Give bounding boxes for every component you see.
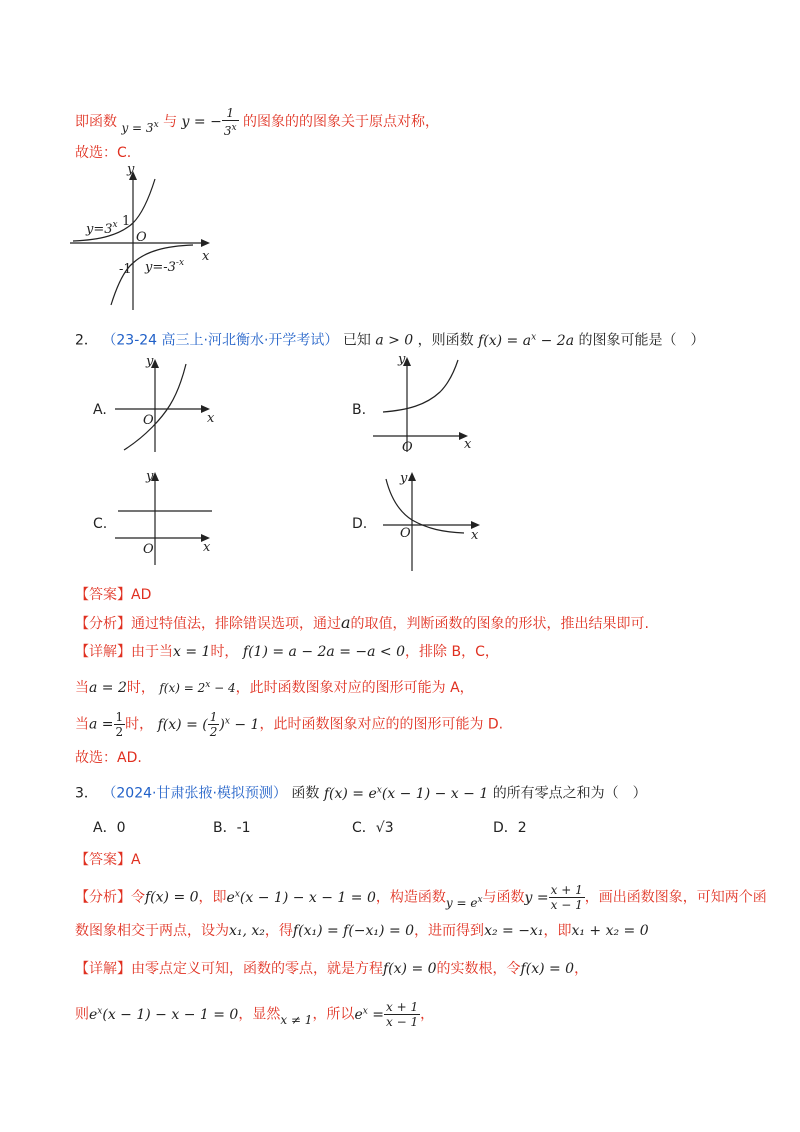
graph1-curve1-label-sup: x (112, 220, 118, 230)
q3-option-c: C．√3 (352, 820, 394, 836)
q3-analysis-line-1 (75, 883, 767, 912)
q2-option-b-graph (368, 350, 478, 455)
optC-origin: O (143, 542, 154, 557)
line1-fraction-num: 1 (222, 106, 239, 121)
q2-detail3-eq-b: ) (219, 716, 225, 733)
q3-option-b: B．-1 (213, 820, 251, 836)
q2-function-rest: − 2a (536, 332, 575, 349)
q3-function-b: (x − 1) − x − 1 (381, 785, 489, 802)
line1-fraction-den (222, 121, 239, 138)
q2-option-a-graph (110, 352, 220, 457)
q2-function (478, 333, 574, 349)
q3-de1-eq2: f(x) = 0 (520, 961, 575, 977)
q2-detail1-b: 时， (210, 644, 239, 660)
q3-an2-eq3: x₂ = −x₁ (484, 923, 544, 939)
q3-de1-a: 由零点定义可知，函数的零点，就是方程 (131, 961, 383, 977)
q2-detail1-c: ，排除 B，C， (405, 644, 499, 660)
q3-de2-eq3-fraction (384, 1000, 420, 1029)
q2-detail3-lhs: a = (89, 716, 114, 733)
q3-an2-a: 数图象相交于两点，设为 (75, 923, 229, 939)
q3-an2-eq4: x₁ + x₂ = 0 (571, 923, 649, 939)
optB-x-label: x (464, 437, 472, 452)
choice-1: 故选：C. (75, 145, 132, 161)
q2-analysis-a: 通过特值法，排除错误选项，通过 (131, 616, 341, 632)
line1-mid: 与 (163, 114, 178, 130)
q3-an2-eq1: x₁, x₂ (229, 923, 265, 939)
q3-number: 3． (75, 785, 98, 802)
q3-an2-c: ，进而得到 (414, 923, 485, 939)
optD-x-label: x (471, 528, 479, 543)
q3-an1-eq2-sup: x (234, 888, 240, 899)
line1-prefix: 即函数 (75, 114, 117, 130)
q2-detail3-eq-a: f(x) = ( (157, 716, 208, 733)
q2-answer: 【答案】AD (75, 587, 152, 603)
q2-text-c: 的图象可能是（ ） (578, 332, 705, 349)
q3-detail-line-2 (75, 1000, 434, 1029)
q3-an1-eq2-b: (x − 1) − x − 1 = 0 (239, 889, 376, 906)
q3-an1-eq4-lhs: y = (524, 889, 549, 906)
question-3-stem (75, 780, 647, 804)
line1-formula-2 (181, 106, 239, 138)
q3-de2-eq3-den: x − 1 (386, 1015, 419, 1029)
q2-detail2-a: 当 (75, 680, 89, 696)
optB-origin: O (402, 440, 413, 455)
q2-option-c-label: C. (93, 516, 108, 532)
q2-detail3-a: 当 (75, 716, 89, 733)
q2-detail1-cond: x = 1 (173, 644, 211, 660)
q2-detail-tag: 【详解】 (75, 644, 131, 660)
line1-fraction (222, 106, 239, 138)
line1-formula-2-lhs: y = − (181, 114, 222, 130)
q3-an1-b: ，即 (198, 889, 227, 906)
line1-suffix: 的图象的的图象关于原点对称， (243, 114, 439, 130)
graph-exponential-symmetry (65, 165, 225, 315)
question-2-stem (75, 327, 705, 351)
q2-detail3-eq-sup: x (224, 715, 230, 726)
q2-choice: 故选：AD. (75, 750, 142, 766)
graph1-y-label: y (127, 165, 135, 177)
q3-text-a: 函数 (291, 785, 320, 802)
graph1-curve1-label-base: y=3 (86, 222, 113, 237)
q2-detail-line-1 (75, 642, 499, 662)
q3-an2-d: ，即 (543, 923, 572, 939)
q3-function (324, 786, 488, 802)
line1-formula-1 (121, 121, 158, 135)
q2-text-a: 已知 (342, 332, 371, 349)
q2-detail3-eq-c: − 1 (229, 716, 260, 733)
q3-analysis-tag: 【分析】 (75, 889, 131, 906)
q3-an2-b: ，得 (264, 923, 293, 939)
graph1-curve2-label-base: y=-3 (145, 260, 176, 275)
q2-analysis-tag: 【分析】 (75, 616, 131, 632)
q3-an1-eq3 (446, 896, 483, 910)
q3-de2-eq2: x ≠ 1 (280, 1012, 313, 1027)
graph1-x-label: x (202, 249, 210, 264)
graph1-x-arrow (201, 239, 210, 247)
q2-option-d-label: D. (352, 516, 368, 532)
optB-curve (383, 360, 458, 412)
graph1-origin-label: O (136, 230, 147, 245)
q2-function-sup: x (531, 332, 537, 342)
q2-detail3-c: ，此时函数图象对应的的图形可能为 D. (259, 716, 504, 733)
q3-an2-eq2: f(x₁) = f(−x₁) = 0 (292, 923, 415, 939)
line1-fraction-den-base: 3 (223, 124, 232, 138)
q3-an1-eq4-fraction (549, 883, 585, 912)
graph1-minus-one-label: -1 (119, 262, 132, 277)
q3-function-a: f(x) = e (323, 785, 377, 802)
q3-de1-b: 的实数根，令 (436, 961, 521, 977)
line1-formula-1-base: y = 3 (121, 121, 154, 135)
q2-detail-line-2 (75, 675, 474, 698)
q2-detail3-eq (157, 710, 260, 739)
optB-y-label: y (398, 352, 406, 367)
q2-detail3-eq-fraction-num: 1 (209, 710, 218, 724)
q3-analysis-line-2 (75, 921, 649, 941)
q2-detail3-eq-fraction (208, 710, 220, 739)
q3-function-sup: x (376, 785, 382, 795)
optA-origin: O (143, 413, 154, 428)
q3-de2-d: ， (420, 1006, 435, 1023)
q2-option-b-label: B. (352, 402, 367, 418)
q3-de2-a: 则 (75, 1006, 89, 1023)
q3-de2-eq3-a: e (354, 1006, 363, 1023)
q3-an1-eq4-den: x − 1 (550, 898, 583, 912)
q2-detail3-fraction-num: 1 (115, 710, 124, 724)
q2-detail-line-3 (75, 710, 503, 739)
optD-y-label: y (400, 471, 408, 486)
graph1-one-label: 1 (122, 214, 131, 229)
q3-de2-eq1-sup: x (97, 1005, 103, 1016)
q3-de2-eq3-sup: x (362, 1005, 368, 1016)
q2-detail3-b: 时， (125, 716, 154, 733)
optA-x-label: x (207, 411, 215, 426)
q2-option-c-graph (110, 465, 220, 570)
q3-de2-eq3-b: = (367, 1006, 384, 1023)
optC-x-label: x (203, 540, 211, 555)
q3-detail-line-1 (75, 959, 588, 979)
q2-detail2-eq-rest: − 4 (210, 681, 236, 695)
q3-de1-eq1: f(x) = 0 (383, 961, 437, 977)
q3-detail-tag: 【详解】 (75, 961, 131, 977)
q2-analysis-var: a (341, 613, 351, 632)
q2-detail2-cond: a = 2 (89, 680, 127, 696)
q3-de2-eq1-a: e (89, 1006, 98, 1023)
q3-de2-eq1-b: (x − 1) − x − 1 = 0 (102, 1006, 239, 1023)
q2-detail3-eq-fraction-den: 2 (209, 725, 218, 739)
q3-option-d: D．2 (493, 820, 527, 836)
q2-detail3-fraction (114, 710, 126, 739)
graph1-curve2-label-sup: -x (175, 258, 185, 268)
q3-an1-d: 与函数 (482, 889, 525, 906)
optD-y-arrow (408, 472, 416, 481)
q3-answer: 【答案】A (75, 852, 141, 868)
graph1-curve2-label (144, 258, 184, 275)
q2-option-a-label: A. (93, 402, 107, 418)
q2-number: 2． (75, 332, 98, 349)
q3-text-b: 的所有零点之和为（ ） (492, 785, 647, 802)
q2-detail2-b: 时， (126, 680, 155, 696)
q3-option-a: A．0 (93, 820, 126, 836)
q2-source: （23-24 高三上·河北衡水·开学考试） (102, 332, 339, 349)
q2-condition: a > 0 (375, 332, 414, 349)
q2-detail2-eq (159, 681, 235, 695)
optC-y-label: y (146, 469, 154, 484)
q2-detail2-eq-sup: x (205, 680, 211, 690)
q2-analysis-b: 的取值，判断函数的图象的形状，推出结果即可. (350, 616, 649, 632)
q3-de2-eq3 (354, 1000, 420, 1029)
q3-an1-eq3-base: y = e (445, 895, 478, 910)
q2-text-b: ，则函数 (417, 332, 474, 349)
q3-an1-eq4 (524, 883, 585, 912)
q3-an1-eq2 (227, 890, 376, 906)
q2-detail2-eq-base: f(x) = 2 (159, 681, 206, 695)
q3-an1-eq3-sup: x (477, 894, 483, 905)
q3-de2-eq1 (89, 1007, 238, 1023)
q3-de2-c: ，所以 (312, 1006, 355, 1023)
q3-de1-c: ， (574, 961, 589, 977)
q2-detail1-a: 由于当 (131, 644, 173, 660)
text-line-symmetry (75, 106, 439, 138)
q3-an1-eq1: f(x) = 0 (145, 889, 199, 906)
q3-an1-e: ，画出函数图象，可知两个函 (584, 889, 767, 906)
q2-analysis (75, 613, 649, 634)
q2-detail3-fraction-den: 2 (115, 725, 124, 739)
q2-detail2-c: ，此时函数图象对应的图形可能为 A， (235, 680, 474, 696)
q3-an1-a: 令 (131, 889, 145, 906)
q3-an1-c: ，构造函数 (375, 889, 446, 906)
q3-an1-eq2-a: e (226, 889, 235, 906)
line1-fraction-den-sup: x (231, 123, 237, 133)
q3-de2-eq3-num: x + 1 (386, 1000, 419, 1014)
q3-de2-b: ，显然 (238, 1006, 281, 1023)
q3-an1-eq4-num: x + 1 (550, 883, 583, 897)
q2-option-d-graph (378, 465, 488, 575)
q3-source: （2024·甘肃张掖·模拟预测） (102, 785, 287, 802)
line1-formula-1-sup: x (153, 120, 159, 130)
optD-origin: O (400, 526, 411, 541)
q2-function-base: f(x) = a (478, 332, 532, 349)
optA-y-label: y (146, 354, 154, 369)
q2-detail1-eq: f(1) = a − 2a = −a < 0 (242, 644, 406, 660)
